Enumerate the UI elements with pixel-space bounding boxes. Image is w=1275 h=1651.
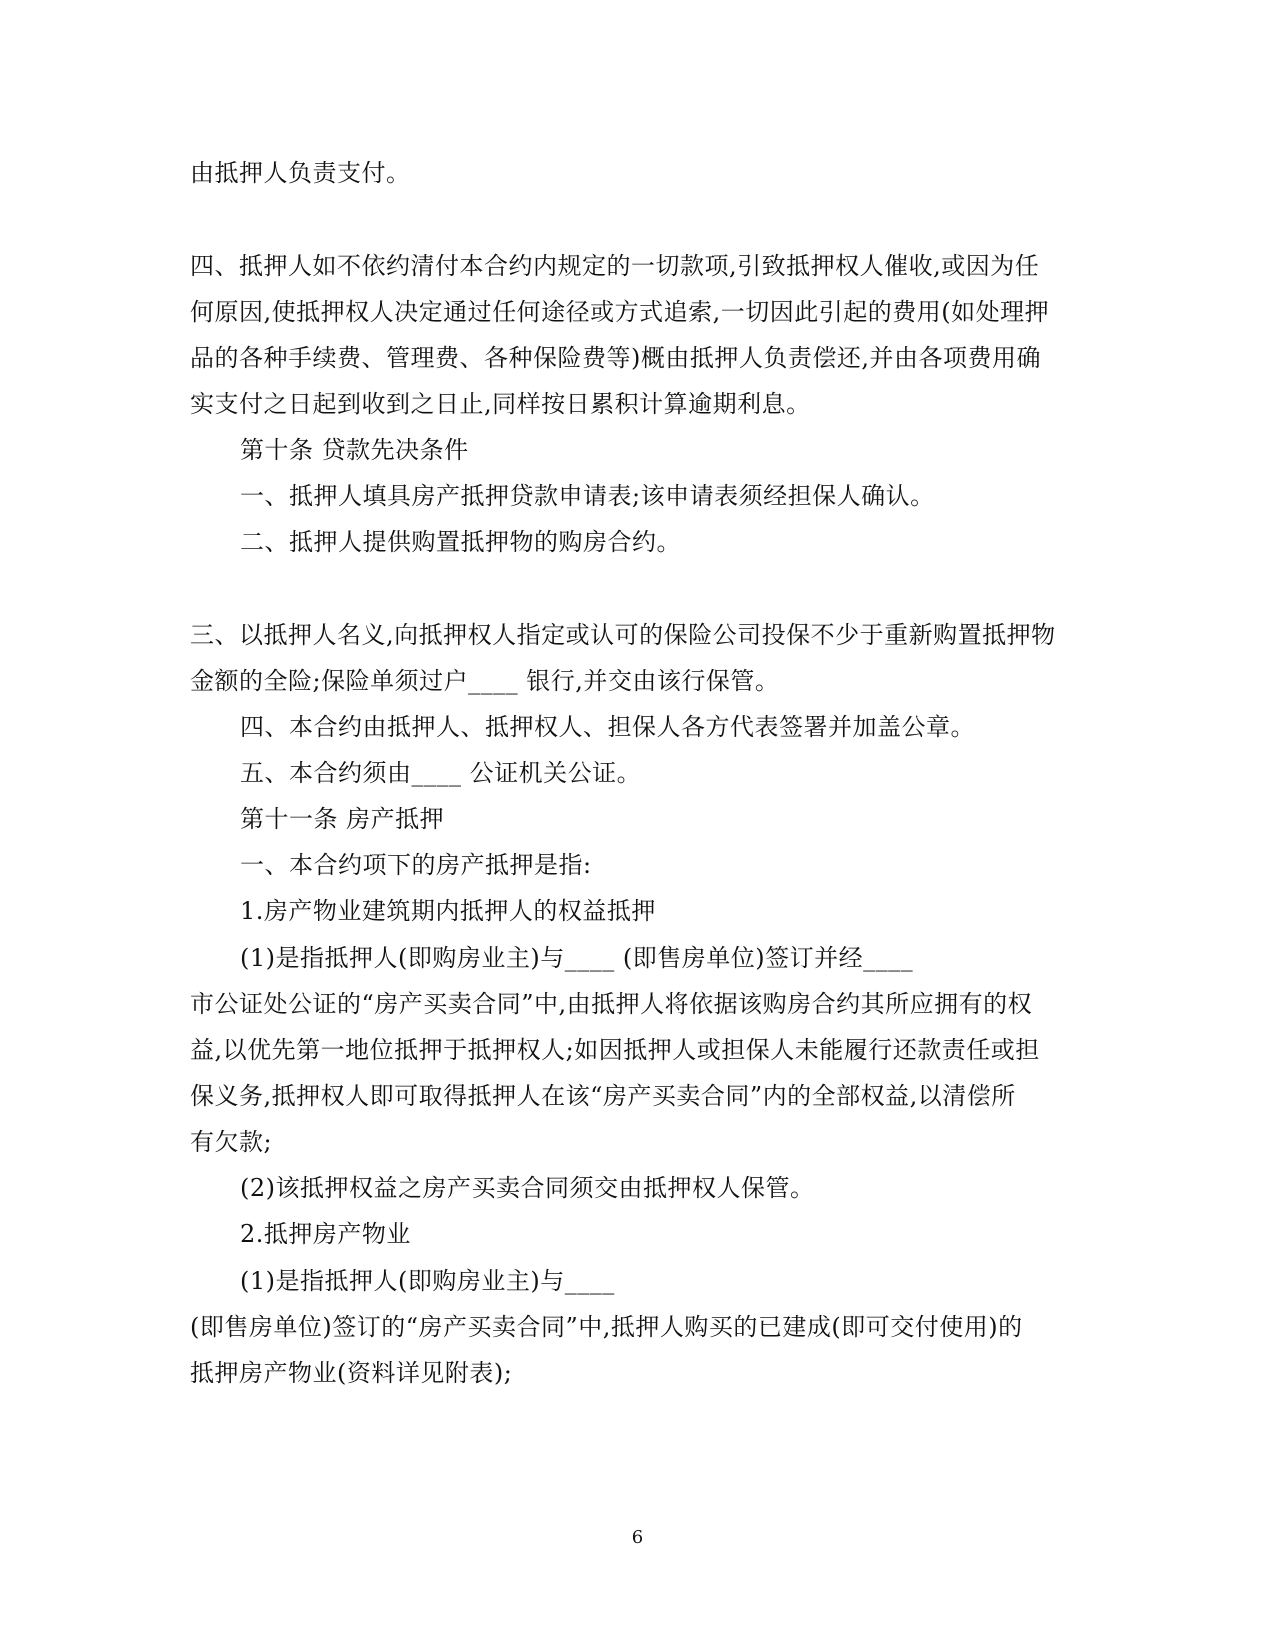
text-line: 保义务,抵押权人即可取得抵押人在该“房产买卖合同”内的全部权益,以清偿所	[190, 1082, 1016, 1110]
text-line: 市公证处公证的“房产买卖合同”中,由抵押人将依据该购房合约其所应拥有的权	[190, 990, 1033, 1018]
text-line: 五、本合约须由____ 公证机关公证。	[240, 759, 642, 787]
text-line: (即售房单位)签订的“房产买卖合同”中,抵押人购买的已建成(即可交付使用)的	[190, 1313, 1023, 1341]
text-line: 由抵押人负责支付。	[190, 159, 411, 187]
text-line: 益,以优先第一地位抵押于抵押权人;如因抵押人或担保人未能履行还款责任或担	[190, 1036, 1040, 1064]
text-line: 二、抵押人提供购置抵押物的购房合约。	[240, 528, 681, 556]
text-line: 2.抵押房产物业	[240, 1220, 411, 1248]
section-heading: 第十一条 房产抵押	[240, 805, 445, 833]
text-line: 一、抵押人填具房产抵押贷款申请表;该申请表须经担保人确认。	[240, 482, 935, 510]
text-line: 1.房产物业建筑期内抵押人的权益抵押	[240, 897, 656, 925]
text-line: (2)该抵押权益之房产买卖合同须交由抵押权人保管。	[240, 1174, 815, 1202]
section-heading: 第十条 贷款先决条件	[240, 436, 469, 464]
text-line: 一、本合约项下的房产抵押是指:	[240, 851, 592, 879]
text-line: 有欠款;	[190, 1128, 273, 1156]
text-line: 四、本合约由抵押人、抵押权人、担保人各方代表签署并加盖公章。	[240, 713, 975, 741]
text-line: 品的各种手续费、管理费、各种保险费等)概由抵押人负责偿还,并由各项费用确	[190, 344, 1041, 372]
text-line: 抵押房产物业(资料详见附表);	[190, 1359, 513, 1387]
text-line: 三、以抵押人名义,向抵押权人指定或认可的保险公司投保不少于重新购置抵押物	[190, 621, 1056, 649]
text-line: 何原因,使抵押权人决定通过任何途径或方式追索,一切因此引起的费用(如处理押	[190, 298, 1050, 326]
text-line: 金额的全险;保险单须过户____ 银行,并交由该行保管。	[190, 667, 780, 695]
text-line: (1)是指抵押人(即购房业主)与____ (即售房单位)签订并经____	[240, 944, 914, 972]
text-line: 实支付之日起到收到之日止,同样按日累积计算逾期利息。	[190, 390, 811, 418]
text-line: 四、抵押人如不依约清付本合约内规定的一切款项,引致抵押权人催收,或因为任	[190, 252, 1040, 280]
text-line: (1)是指抵押人(即购房业主)与____	[240, 1267, 615, 1295]
page-number: 6	[631, 1527, 644, 1548]
